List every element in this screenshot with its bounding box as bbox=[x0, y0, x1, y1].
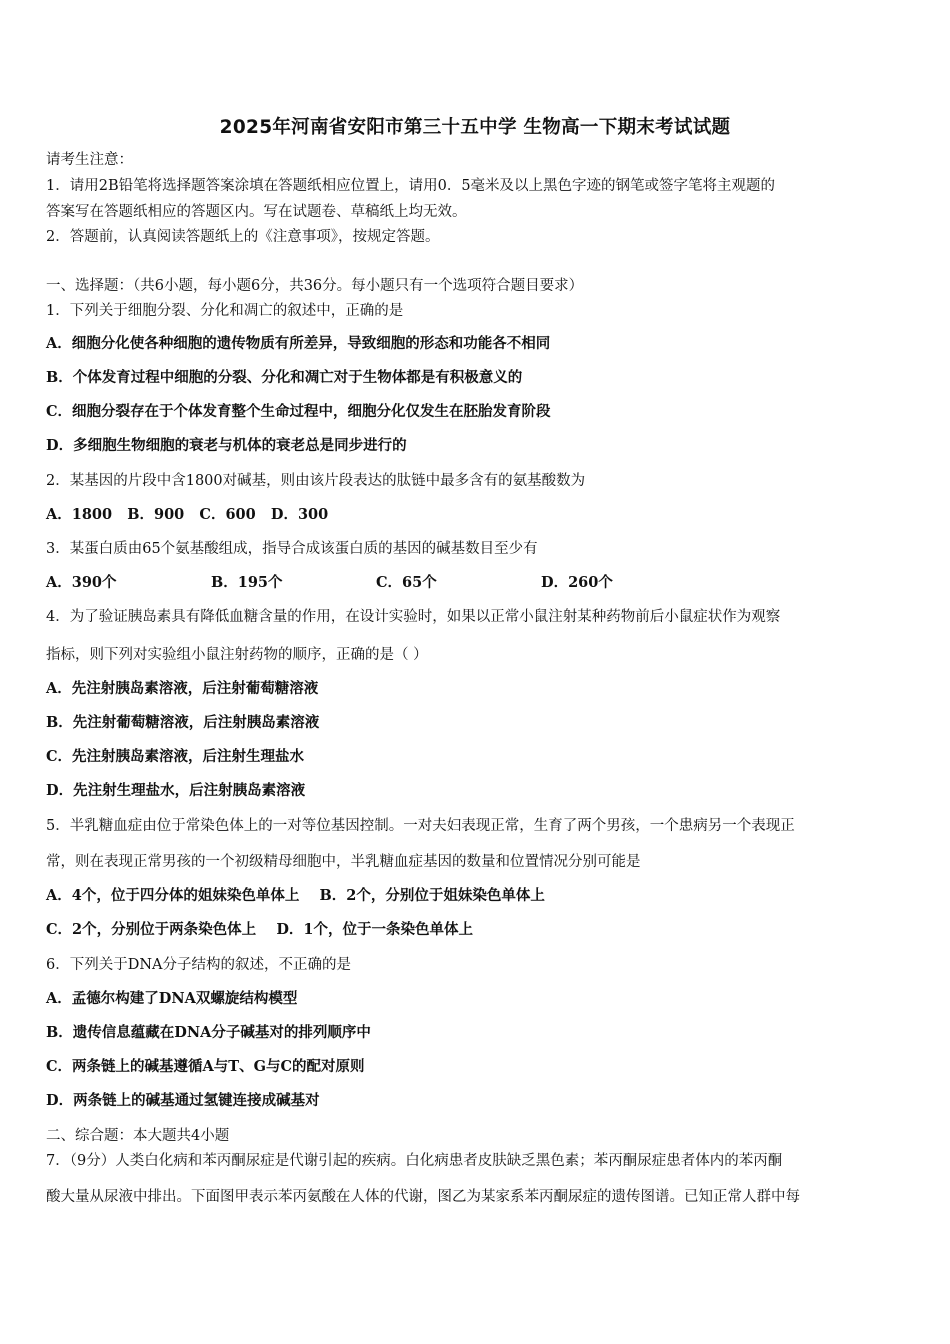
q4-option-a: A．先注射胰岛素溶液，后注射葡萄糖溶液 bbox=[46, 680, 319, 697]
q3-option-d: D．260个 bbox=[541, 574, 613, 591]
q6-option-a: A．孟德尔构建了DNA双螺旋结构模型 bbox=[46, 990, 298, 1007]
notice-line-3: 2．答题前，认真阅读答题纸上的《注意事项》，按规定答题。 bbox=[46, 229, 440, 245]
q2-stem: 2．某基因的片段中含1800对碱基，则由该片段表达的肽链中最多含有的氨基酸数为 bbox=[46, 473, 586, 489]
q3-option-b: B．195个 bbox=[211, 574, 283, 591]
q5-stem-line-1: 5．半乳糖血症由位于常染色体上的一对等位基因控制。一对夫妇表现正常，生育了两个男孩，一个患病另一个表现正 bbox=[46, 818, 795, 834]
q1-option-b: B．个体发育过程中细胞的分裂、分化和凋亡对于生物体都是有积极意义的 bbox=[46, 369, 523, 386]
q3-stem: 3．某蛋白质由65个氨基酸组成，指导合成该蛋白质的基因的碱基数目至少有 bbox=[46, 541, 538, 557]
q7-line-1: 7．（9分）人类白化病和苯丙酮尿症是代谢引起的疾病。白化病患者皮肤缺乏黑色素；苯丙酮尿症患者体内的苯丙酮 bbox=[46, 1153, 783, 1169]
q3-option-c: C．65个 bbox=[376, 574, 437, 591]
q2-options: A．1800 B．900 C．600 D．300 bbox=[46, 506, 329, 523]
notice-line-1: 1．请用2B铅笔将选择题答案涂填在答题纸相应位置上，请用0．5毫米及以上黑色字迹的钢笔或签字笔将主观题的 bbox=[46, 178, 776, 194]
q5-options-ab: A．4个，位于四分体的姐妹染色单体上 B．2个，分别位于姐妹染色单体上 bbox=[46, 887, 545, 904]
section-2-heading: 二、综合题：本大题共4小题 bbox=[46, 1128, 230, 1144]
q6-option-c: C．两条链上的碱基遵循A与T、G与C的配对原则 bbox=[46, 1058, 365, 1075]
q1-stem: 1．下列关于细胞分裂、分化和凋亡的叙述中，正确的是 bbox=[46, 303, 404, 319]
q4-option-d: D．先注射生理盐水，后注射胰岛素溶液 bbox=[46, 782, 306, 799]
q6-option-b: B．遗传信息蕴藏在DNA分子碱基对的排列顺序中 bbox=[46, 1024, 371, 1041]
notice-line-2: 答案写在答题纸相应的答题区内。写在试题卷、草稿纸上均无效。 bbox=[46, 204, 467, 220]
q5-options-cd: C．2个，分别位于两条染色体上 D．1个，位于一条染色单体上 bbox=[46, 921, 473, 938]
q6-option-d: D．两条链上的碱基通过氢键连接成碱基对 bbox=[46, 1092, 320, 1109]
q4-option-b: B．先注射葡萄糖溶液，后注射胰岛素溶液 bbox=[46, 714, 320, 731]
q6-stem: 6．下列关于DNA分子结构的叙述，不正确的是 bbox=[46, 957, 352, 973]
q4-stem-line-2: 指标，则下列对实验组小鼠注射药物的顺序，正确的是（ ） bbox=[46, 647, 428, 663]
notice-heading: 请考生注意： bbox=[46, 152, 133, 168]
q5-stem-line-2: 常，则在表现正常男孩的一个初级精母细胞中，半乳糖血症基因的数量和位置情况分别可能是 bbox=[46, 854, 641, 870]
q1-option-c: C．细胞分裂存在于个体发育整个生命过程中，细胞分化仅发生在胚胎发育阶段 bbox=[46, 403, 551, 420]
q3-option-a: A．390个 bbox=[46, 574, 117, 591]
q7-line-2: 酸大量从尿液中排出。下面图甲表示苯丙氨酸在人体的代谢，图乙为某家系苯丙酮尿症的遗传图谱。已知正常人群中每 bbox=[46, 1189, 800, 1205]
q1-option-d: D．多细胞生物细胞的衰老与机体的衰老总是同步进行的 bbox=[46, 437, 407, 454]
page-title: 2025年河南省安阳市第三十五中学 生物高一下期末考试试题 bbox=[219, 117, 731, 138]
section-1-heading: 一、选择题：（共6小题，每小题6分，共36分。每小题只有一个选项符合题目要求） bbox=[46, 278, 584, 294]
q4-stem-line-1: 4．为了验证胰岛素具有降低血糖含量的作用，在设计实验时，如果以正常小鼠注射某种药物前后小鼠症状作为观察 bbox=[46, 609, 781, 625]
q1-option-a: A．细胞分化使各种细胞的遗传物质有所差异，导致细胞的形态和功能各不相同 bbox=[46, 335, 551, 352]
q4-option-c: C．先注射胰岛素溶液，后注射生理盐水 bbox=[46, 748, 305, 765]
